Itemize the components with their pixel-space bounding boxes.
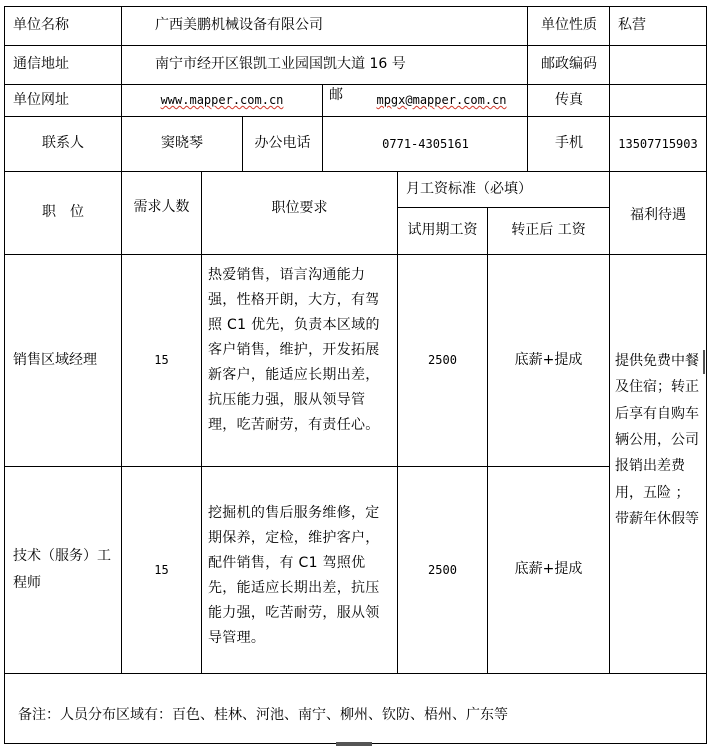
- label-mobile: 手机: [555, 135, 583, 152]
- email-value: [355, 85, 528, 116]
- fax-value: [610, 85, 706, 116]
- header-requirements: 职位要求: [271, 200, 328, 217]
- postcode-value: [610, 46, 706, 84]
- note-regions: 备注：人员分布区域有：百色、桂林、河池、南宁、柳州、钦防、梧州、广东等: [18, 707, 508, 723]
- job-requirements: 热爱销售，语言沟通能力强，性格开朗，大方，有驾照 C1 优先，负责本区域的客户销售，维护，开发拓展新客户，能适应长期出差，抗压能力强，服从领导管理，吃苦耐劳，有责任心。: [208, 267, 380, 434]
- job-headcount: 15: [154, 562, 169, 577]
- header-benefits: 福利待遇: [630, 207, 686, 224]
- job-headcount: 15: [154, 353, 169, 367]
- scan-mark: [336, 742, 372, 746]
- label-company-type: 单位性质: [541, 17, 597, 34]
- rule: [4, 116, 707, 117]
- rule: [4, 6, 707, 7]
- job-requirements: 挖掘机的售后服务维修，定期保养，定检，维护客户，配件销售，有 C1 驾照优先，能适应长期出差，抗压能力强，吃苦耐劳，服从领导管理。: [208, 505, 380, 647]
- company-type: 私营: [618, 17, 646, 34]
- rule: [121, 6, 122, 673]
- office-phone: 0771-4305161: [382, 136, 469, 151]
- job-position: 技术（服务）工程师: [13, 548, 111, 591]
- rule: [4, 254, 707, 255]
- rule: [242, 116, 243, 171]
- rule: [4, 45, 707, 46]
- rule: [397, 207, 610, 208]
- scan-mark: [703, 350, 705, 374]
- job-salary-regular: 底薪+提成: [514, 561, 583, 578]
- label-address: 通信地址: [13, 56, 69, 73]
- label-office-phone: 办公电话: [254, 135, 311, 152]
- website-value: [122, 85, 322, 116]
- rule: [4, 6, 5, 744]
- benefits-text: 提供免费中餐及住宿；转正后享有自购车辆公用，公司报销出差费用，五险 ；带薪年休假等: [615, 353, 699, 527]
- company-name: 广西美鹏机械设备有限公司: [155, 17, 323, 34]
- header-salary-regular: 转正后 工资: [511, 222, 586, 239]
- rule: [322, 84, 323, 171]
- label-email: 邮: [329, 87, 343, 104]
- label-contact: 联系人: [42, 135, 84, 152]
- job-salary-probation: 2500: [428, 562, 457, 577]
- label-company-name: 单位名称: [13, 17, 69, 34]
- label-website: 单位网址: [13, 91, 69, 108]
- job-salary-probation: 2500: [428, 353, 457, 367]
- rule: [201, 171, 202, 673]
- header-headcount: 需求人数: [133, 199, 190, 216]
- website-text: www.mapper.com.cn: [160, 93, 284, 107]
- rule: [4, 84, 707, 85]
- rule: [4, 171, 707, 172]
- rule: [397, 171, 398, 673]
- label-fax: 传真: [555, 91, 583, 108]
- header-salary-probation: 试用期工资: [407, 222, 478, 239]
- contact-name: 窦晓琴: [161, 135, 203, 152]
- rule: [527, 6, 528, 171]
- rule: [487, 207, 488, 673]
- rule: [4, 673, 707, 674]
- header-salary-group: 月工资标准（必填）: [406, 180, 532, 197]
- job-position: 销售区域经理: [13, 351, 97, 368]
- job-salary-regular: 底薪+提成: [514, 351, 583, 368]
- rule: [706, 6, 707, 744]
- rule: [609, 6, 610, 673]
- header-position: 职 位: [42, 204, 84, 221]
- email-text: mpgx@mapper.com.cn: [376, 93, 507, 107]
- rule: [4, 466, 610, 467]
- mobile-number: 13507715903: [618, 136, 698, 151]
- company-address: 南宁市经开区银凯工业园国凯大道 16 号: [155, 56, 406, 73]
- label-postcode: 邮政编码: [541, 56, 597, 73]
